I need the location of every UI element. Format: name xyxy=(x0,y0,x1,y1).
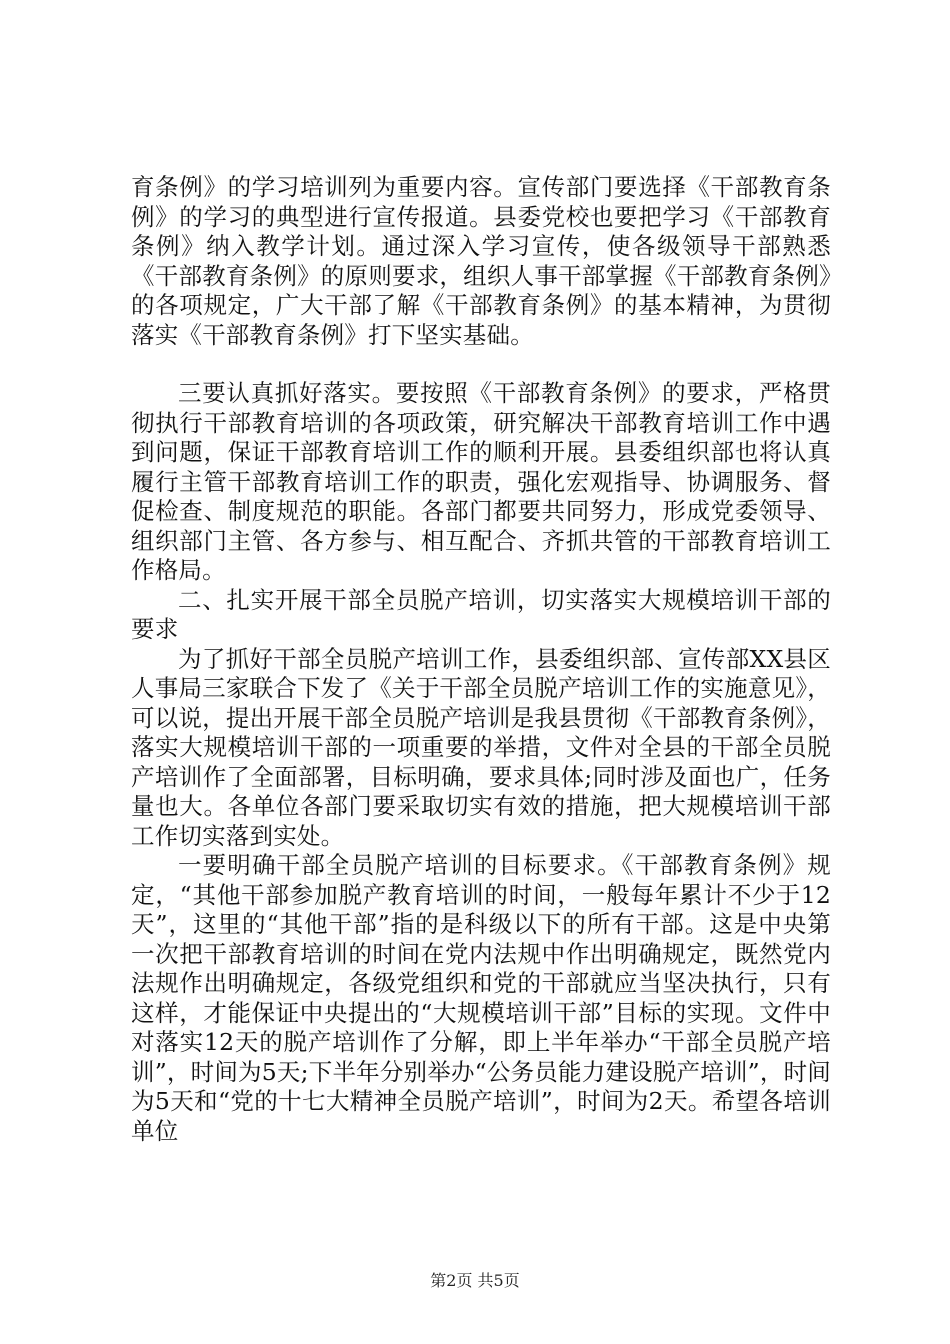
page-number-footer: 第2页 共5页 xyxy=(430,1271,520,1290)
paragraph-implementation: 三要认真抓好落实。要按照《干部教育条例》的要求，严格贯彻执行干部教育培训的各项政策，研究解决干部教育培训工作中遇到问题，保证干部教育培训工作的顺利开展。县委组织部也将认真履行主管干部教育培训工作的职责，强化宏观指导、协调服务、督促检查、制度规范的职能。各部门都要共同努力，形成党委领导、组织部门主管、各方参与、相互配合、齐抓共管的干部教育培训工作格局。 xyxy=(131,379,831,584)
paragraph-continuation: 育条例》的学习培训列为重要内容。宣传部门要选择《干部教育条例》的学习的典型进行宣传报道。县委党校也要把学习《干部教育条例》纳入教学计划。通过深入学习宣传，使各级领导干部熟悉《干部教育条例》的原则要求，组织人事干部掌握《干部教育条例》的各项规定，广大干部了解《干部教育条例》的基本精神，为贯彻落实《干部教育条例》打下坚实基础。 xyxy=(131,173,831,349)
paragraph-training-overview: 为了抓好干部全员脱产培训工作，县委组织部、宣传部XX县区人事局三家联合下发了《关于干部全员脱产培训工作的实施意见》，可以说，提出开展干部全员脱产培训是我县贯彻《干部教育条例》，落实大规模培训干部的一项重要的举措，文件对全县的干部全员脱产培训作了全面部署，目标明确，要求具体;同时涉及面也广，任务量也大。各单位各部门要采取切实有效的措施，把大规模培训干部工作切实落到实处。 xyxy=(131,644,831,850)
document-body xyxy=(131,173,831,1146)
paragraph-training-goals: 一要明确干部全员脱产培训的目标要求。《干部教育条例》规定，“其他干部参加脱产教育培训的时间，一般每年累计不少于12天”，这里的“其他干部”指的是科级以下的所有干部。这是中央第一次把干部教育培训的时间在党内法规中作出明确规定，既然党内法规作出明确规定，各级党组织和党的干部就应当坚决执行，只有这样，才能保证中央提出的“大规模培训干部”目标的实现。文件中对落实12天的脱产培训作了分解，即上半年举办“干部全员脱产培训”，时间为5天;下半年分别举办“公务员能力建设脱产培训”，时间为5天和“党的十七大精神全员脱产培训”，时间为2天。希望各培训单位 xyxy=(131,851,831,1145)
section-heading-two: 二、扎实开展干部全员脱产培训，切实落实大规模培训干部的要求 xyxy=(131,585,831,643)
